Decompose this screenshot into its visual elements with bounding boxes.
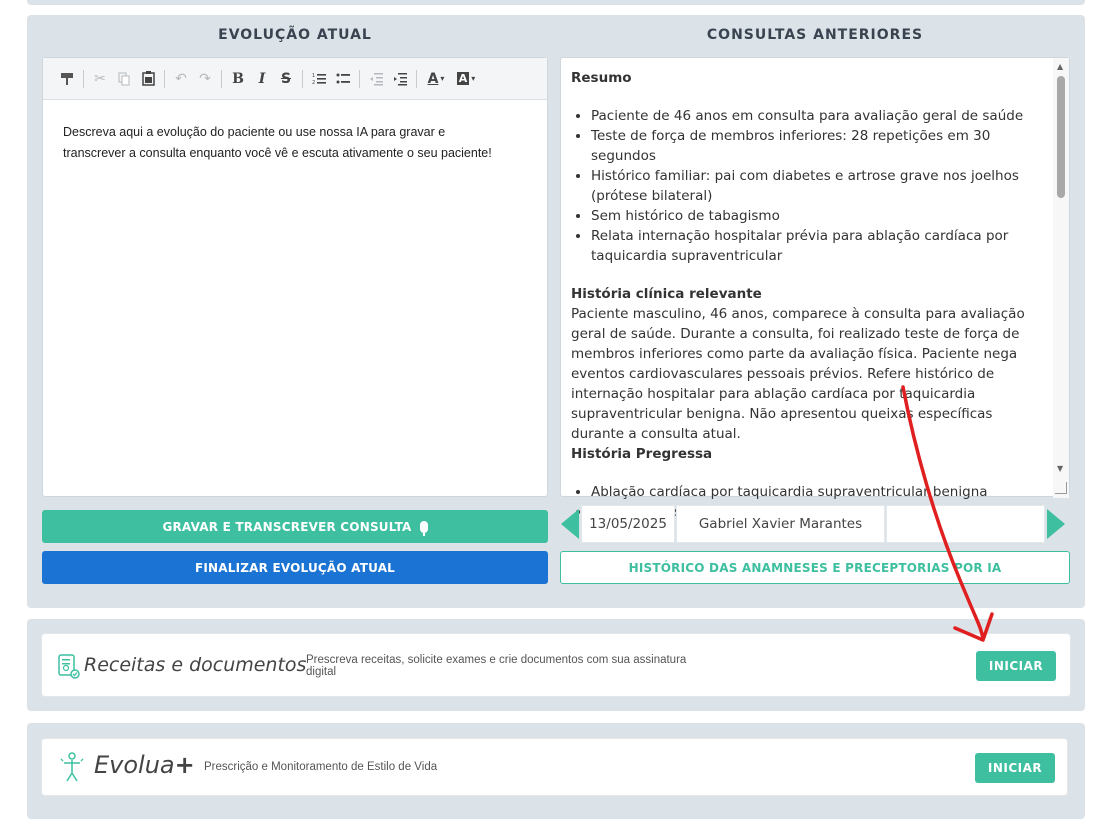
chevron-down-icon: ▾ [440, 74, 445, 83]
resize-handle-icon[interactable] [1055, 482, 1067, 494]
evolua-start-button[interactable]: INICIAR [975, 753, 1055, 783]
microphone-icon [420, 521, 428, 533]
scroll-up-icon[interactable]: ▲ [1057, 62, 1064, 71]
clinical-history-text: Paciente masculino, 46 anos, comparece à consulta para avaliação geral de saúde. Durante a consulta, foi realizado teste de força de membros inferiores como parte da avaliação física. Paciente nega eventos cardiovasculares pessoais prévios. Refere histórico de internação hospitalar para ablação cardíaca por taquicardia supraventricular benigna. Não apresentou queixas específicas durante a consulta atual. [571, 306, 1025, 442]
receitas-start-button[interactable]: INICIAR [976, 651, 1056, 681]
consultation-panel [27, 15, 1085, 608]
toolbar-separator [416, 70, 417, 88]
past-history-heading: História Pregressa [571, 446, 713, 462]
svg-text:2: 2 [312, 79, 316, 86]
chevron-down-icon: ▾ [471, 74, 476, 83]
editor-placeholder-line: Descreva aqui a evolução do paciente ou use nossa IA para gravar e [63, 125, 446, 139]
bullet-list-icon[interactable] [331, 67, 355, 91]
receitas-description-line: digital [306, 666, 337, 678]
scroll-down-icon[interactable]: ▼ [1057, 464, 1064, 473]
top-panel-edge [27, 0, 1085, 5]
font-color-icon: A [427, 70, 439, 87]
scrollbar-thumb[interactable] [1057, 76, 1065, 198]
evolua-description: Prescrição e Monitoramento de Estilo de Vida [204, 761, 438, 773]
cut-icon[interactable]: ✂ [94, 70, 106, 87]
editor-toolbar [43, 58, 547, 100]
ai-history-button[interactable]: HISTÓRICO DAS ANAMNESES E PRECEPTORIAS POR IA [560, 551, 1070, 584]
italic-button[interactable]: I [258, 70, 266, 87]
next-consultation-arrow-icon[interactable] [1047, 509, 1065, 539]
list-item: • Relata internação hospitalar prévia para ablação cardíaca por taquicardia supraventricular [591, 226, 1047, 266]
finalize-evolution-button[interactable]: FINALIZAR EVOLUÇÃO ATUAL [42, 551, 548, 584]
svg-text:1: 1 [312, 72, 316, 79]
current-evolution-title: EVOLUÇÃO ATUAL [218, 27, 372, 43]
evolua-card [41, 738, 1068, 796]
receitas-card [41, 633, 1071, 697]
format-painter-icon[interactable] [55, 67, 79, 91]
editor-placeholder-line: transcrever a consulta enquanto você vê e escuta ativamente o seu paciente! [63, 146, 492, 160]
strikethrough-button[interactable]: S [280, 70, 292, 87]
evolution-editor[interactable] [42, 57, 548, 497]
toolbar-separator [302, 70, 303, 88]
summary-list [591, 106, 1047, 266]
paste-icon[interactable] [136, 67, 160, 91]
clinical-history-heading: História clínica relevante [571, 286, 762, 302]
evolua-logo [94, 751, 195, 779]
numbered-list-icon[interactable] [307, 67, 331, 91]
prescription-document-icon [56, 654, 82, 680]
outdent-icon[interactable] [364, 67, 388, 91]
evolua-plus: + [174, 751, 195, 779]
list-item: • Ablação cardíaca por taquicardia supraventricular benigna [591, 482, 1047, 502]
receitas-description-line: Prescreva receitas, solicite exames e crie documentos com sua assinatura [306, 654, 687, 666]
bold-button[interactable]: B [232, 70, 244, 87]
vertical-scrollbar[interactable] [1053, 58, 1069, 498]
evolua-section [27, 723, 1085, 819]
list-item: • Teste de força de membros inferiores: 28 repetições em 30 segundos [591, 126, 1047, 166]
list-item: • Sem histórico de tabagismo [591, 206, 1047, 226]
previous-consultations-title: CONSULTAS ANTERIORES [706, 27, 924, 43]
list-item: • Paciente de 46 anos em consulta para avaliação geral de saúde [591, 106, 1047, 126]
copy-icon[interactable] [112, 67, 136, 91]
background-color-icon: A [458, 72, 468, 85]
receitas-description [306, 654, 686, 678]
toolbar-separator [164, 70, 165, 88]
person-wellness-icon [58, 751, 86, 783]
previous-consultation-text[interactable] [560, 57, 1070, 500]
evolua-title: Evolua [94, 751, 175, 779]
consultation-empty-tab[interactable] [886, 505, 1045, 543]
receitas-section [27, 619, 1085, 711]
summary-heading: Resumo [571, 70, 632, 86]
list-item: • Histórico familiar: pai com diabetes e artrose grave nos joelhos (prótese bilateral) [591, 166, 1047, 206]
record-button-label: GRAVAR E TRANSCREVER CONSULTA [162, 519, 412, 534]
record-transcribe-button[interactable] [42, 510, 548, 543]
toolbar-separator [359, 70, 360, 88]
toolbar-separator [83, 70, 84, 88]
background-color-button[interactable] [451, 67, 481, 91]
consultation-doctor-tab[interactable]: Gabriel Xavier Marantes [676, 505, 885, 543]
editor-content[interactable] [43, 100, 547, 186]
consultation-summary [571, 68, 1047, 540]
consultation-date-tab[interactable]: 13/05/2025 [581, 505, 675, 543]
toolbar-separator [221, 70, 222, 88]
previous-consultation-arrow-icon[interactable] [561, 509, 579, 539]
undo-icon[interactable]: ↶ [175, 70, 187, 87]
receitas-title: Receitas e documentos [84, 654, 307, 676]
redo-icon[interactable]: ↷ [199, 70, 211, 87]
font-color-button[interactable] [421, 67, 451, 91]
indent-icon[interactable] [388, 67, 412, 91]
